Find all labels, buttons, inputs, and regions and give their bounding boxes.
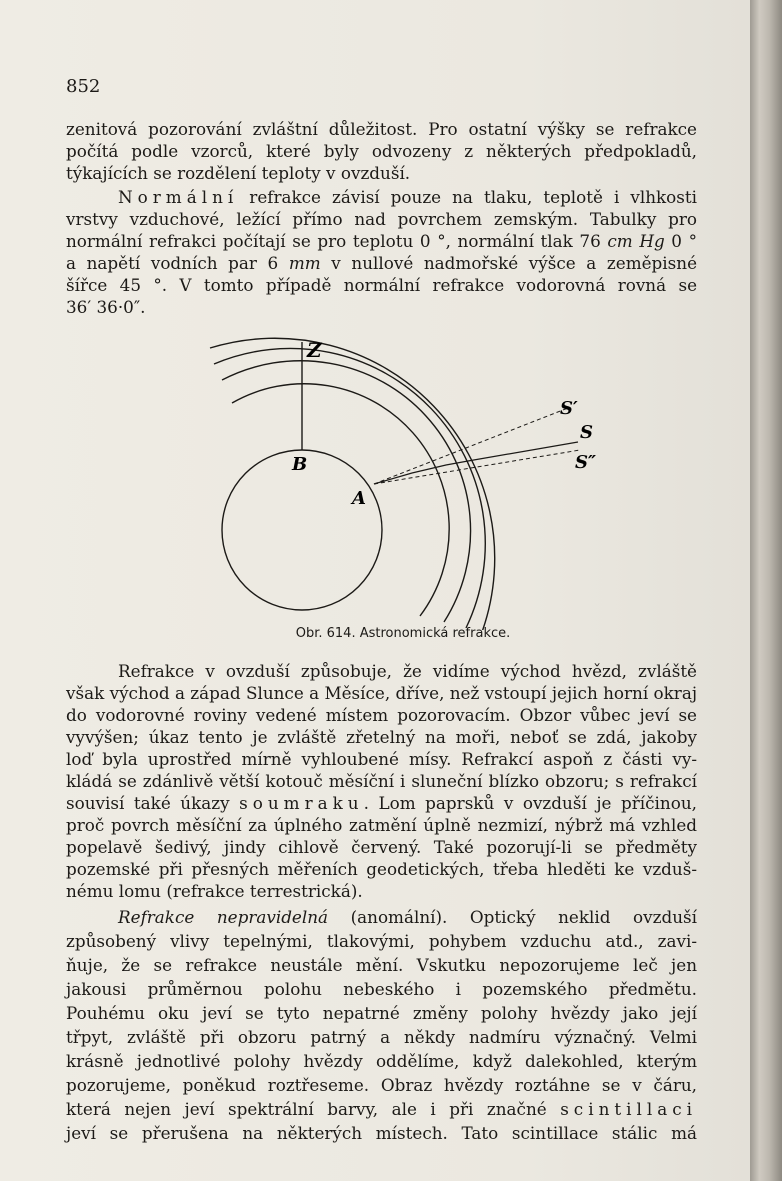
text-line: vyvýšen; úkaz tento je zvláště zřetelný na moři, neboť se zdá, jakoby — [66, 727, 697, 747]
text-line: ňuje, že se refrakce neustále mění. Vskutku nepozorujeme leč jen — [66, 955, 697, 975]
text-line: jakousi průměrnou polohu nebeského i pozemského předmětu. — [66, 979, 697, 999]
text-line: 36′ 36·0″. — [66, 297, 146, 317]
text-line: loď byla uprostřed mírně vyhloubené mísy. Refrakcí aspoň z části vy- — [66, 749, 697, 769]
text-line: jeví se přerušena na některých místech. Tato scintillace stálic má — [66, 1123, 697, 1143]
figure-caption: Obr. 614. Astronomická refrakce. — [295, 626, 511, 641]
text-line: popelavě šedivý, jindy cihlově červený. Také pozorují-li se předměty — [66, 837, 697, 857]
page-number: 852 — [66, 76, 101, 97]
text-line: pozemské při přesných měřeních geodetických, třeba hleděti ke vzduš- — [66, 859, 697, 879]
text-line: do vodorovné roviny vedené místem pozorovacím. Obzor vůbec jeví se — [66, 705, 697, 725]
atmosphere-layer — [210, 338, 495, 630]
text-line: normální refrakci počítají se pro teplotu 0 °, normální tlak 76 cm Hg 0 ° — [66, 231, 697, 251]
label-b: B — [292, 454, 308, 475]
text-line: způsobený vlivy tepelnými, tlakovými, pohybem vzduchu atd., zavi- — [66, 931, 697, 951]
italic-term: Refrakce nepravidelná — [118, 907, 329, 927]
label-z: Z — [307, 338, 322, 362]
text-line: počítá podle vzorců, které byly odvozeny z některých předpokladů, — [66, 141, 697, 161]
text-line: Refrakce v ovzduší způsobuje, že vidíme východ hvězd, zvláště — [118, 661, 697, 681]
atmosphere-layer — [222, 361, 471, 622]
text-line: týkajících se rozdělení teploty v ovzduší. — [66, 163, 411, 183]
text-line: a napětí vodních par 6 mm v nullové nadmořské výšce a zeměpisné — [66, 253, 697, 273]
text-line: Refrakce nepravidelná (anomální). Optický neklid ovzduší — [118, 907, 697, 927]
text-line: třpyt, zvláště při obzoru patrný a někdy nadmíru význačný. Velmi — [66, 1027, 697, 1047]
refraction-diagram — [195, 330, 615, 630]
text-line: kládá se zdánlivě větší kotouč měsíční i sluneční blízko obzoru; s refrakcí — [66, 771, 697, 791]
spaced-term: scintillaci — [560, 1099, 697, 1119]
text-line: však východ a západ Slunce a Měsíce, dříve, než vstoupí jejich horní okraj — [66, 683, 698, 703]
spaced-term: Normální — [118, 187, 239, 207]
atmosphere-layer — [232, 384, 449, 616]
page-edge — [750, 0, 782, 1181]
text-line: vrstvy vzduchové, ležící přímo nad povrchem zemským. Tabulky pro — [66, 209, 697, 229]
text-line: krásně jednotlivé polohy hvězdy oddělíme, když dalekohled, kterým — [66, 1051, 697, 1071]
label-s-double: S″ — [575, 452, 597, 473]
text-line: proč povrch měsíční za úplného zatmění úplně nezmizí, nýbrž má vzhled — [66, 815, 697, 835]
label-s-prime: S′ — [560, 398, 578, 419]
text-line: Normální refrakce závisí pouze na tlaku, teplotě i vlhkosti — [118, 187, 697, 207]
text-line: která nejen jeví spektrální barvy, ale i při značné scintillaci — [66, 1099, 697, 1119]
spaced-term: soumraku — [239, 793, 364, 813]
text-line: šířce 45 °. V tomto případě normální refrakce vodorovná rovná se — [66, 275, 697, 295]
apparent-direction-line — [374, 408, 568, 484]
text-line: zenitová pozorování zvláštní důležitost. Pro ostatní výšky se refrakce — [66, 119, 697, 139]
text-line: souvisí také úkazy soumraku. Lom paprsků v ovzduší je příčinou, — [66, 793, 697, 813]
label-s: S — [580, 422, 593, 443]
label-a: A — [352, 488, 366, 509]
text-line: pozorujeme, poněkud roztřeseme. Obraz hvězdy roztáhne se v čáru, — [66, 1075, 697, 1095]
text-line: nému lomu (refrakce terrestrická). — [66, 881, 363, 901]
refracted-ray — [374, 442, 578, 484]
horizon-line — [374, 450, 580, 484]
text-line: Pouhému oku jeví se tyto nepatrné změny polohy hvězdy jako její — [66, 1003, 697, 1023]
